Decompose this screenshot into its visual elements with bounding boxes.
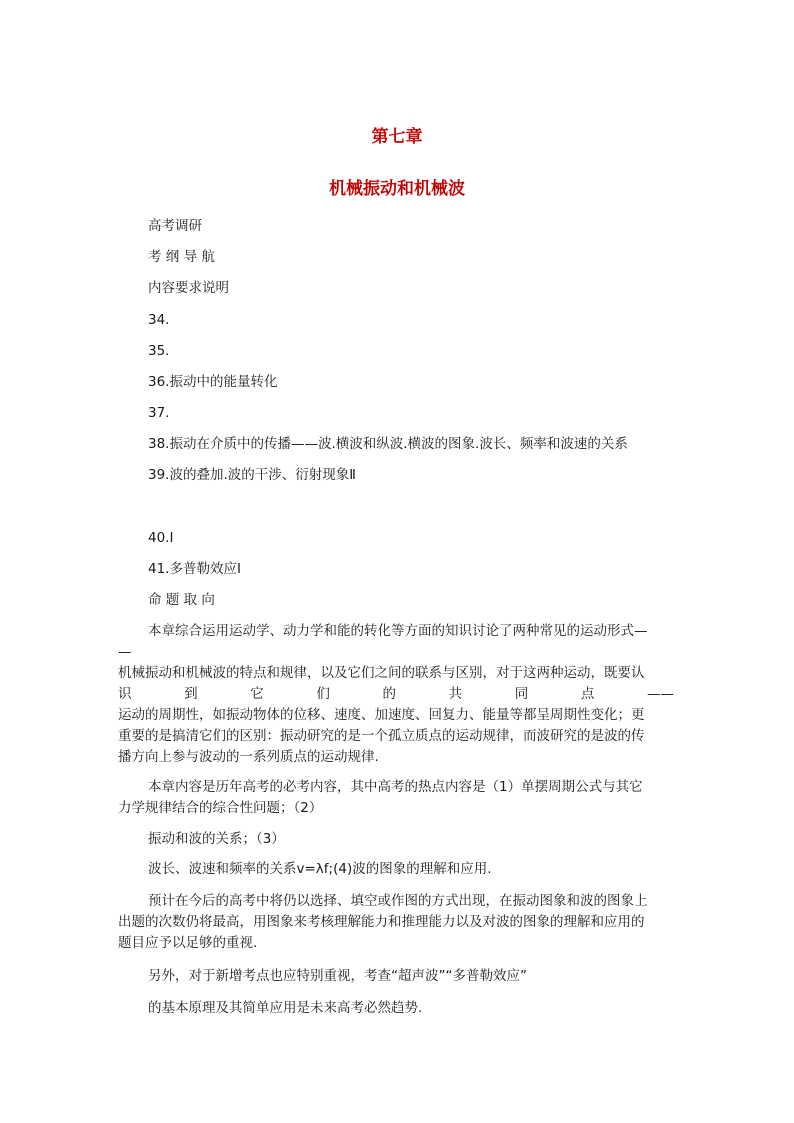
item-38: 38.振动在介质中的传播——波.横波和纵波.横波的图象.波长、频率和波速的关系	[148, 436, 628, 452]
item-34: 34.	[148, 312, 170, 328]
chapter-heading: 第七章	[371, 127, 423, 147]
content-requirement-header: 内容要求说明	[148, 280, 229, 296]
word: ——	[647, 686, 674, 702]
line-extra: 另外，对于新增考点也应特别重视，考查“超声波”“多普勒效应”	[148, 968, 527, 984]
item-37: 37.	[148, 405, 170, 421]
paragraph-forecast	[118, 891, 674, 954]
word: 它	[250, 686, 264, 702]
paragraph-line: 力学规律结合的综合性问题；（2）	[118, 800, 323, 816]
paragraph-line: 本章内容是历年高考的必考内容，其中高考的热点内容是（1）单摆周期公式与其它	[148, 779, 643, 795]
line-last: 的基本原理及其简单应用是未来高考必然趋势.	[148, 1000, 423, 1016]
item-40: 40.Ⅰ	[148, 530, 174, 546]
section-label-direction: 命 题 取 向	[148, 592, 215, 608]
paragraph-line: 本章综合运用运动学、动力学和能的转化等方面的知识讨论了两种常见的运动形式—	[148, 623, 648, 639]
item-41: 41.多普勒效应Ⅰ	[148, 561, 241, 577]
section-label-gaokao: 高考调研	[148, 218, 202, 234]
paragraph-line: 播方向上参与波动的一系列质点的运动规律.	[118, 749, 379, 765]
item-35: 35.	[148, 343, 170, 359]
word: 识	[118, 686, 132, 702]
section-label-outline: 考 纲 导 航	[148, 249, 215, 265]
paragraph-line: 预计在今后的高考中将仍以选择、填空或作图的方式出现，在振动图象和波的图象上	[148, 893, 648, 909]
document-title: 机械振动和机械波	[329, 179, 465, 199]
item-39: 39.波的叠加.波的干涉、衍射现象Ⅱ	[148, 467, 356, 483]
line-relation: 振动和波的关系；（3）	[148, 831, 285, 847]
word: 到	[184, 686, 198, 702]
word: 共	[448, 686, 463, 702]
paragraph-line-spread	[118, 684, 674, 705]
paragraph-hotspot	[118, 777, 674, 819]
word: 的	[382, 686, 396, 702]
paragraph-line: 重要的是搞清它们的区别：振动研究的是一个孤立质点的运动规律，而波研究的是波的传	[118, 728, 645, 744]
word: 同	[514, 686, 529, 702]
paragraph-line: 运动的周期性，如振动物体的位移、速度、加速度、回复力、能量等都呈周期性变化；更	[118, 707, 645, 723]
word: 点	[580, 686, 595, 702]
word: 们	[316, 686, 330, 702]
item-36: 36.振动中的能量转化	[148, 374, 278, 390]
paragraph-line: 题目应予以足够的重视.	[118, 935, 258, 951]
paragraph-line: 机械振动和机械波的特点和规律，以及它们之间的联系与区别，对于这两种运动，既要认	[118, 665, 645, 681]
paragraph-intro	[118, 621, 674, 768]
paragraph-line: 出题的次数仍将最高，用图象来考核理解能力和推理能力以及对波的图象的理解和应用的	[118, 914, 645, 930]
line-wave-formula: 波长、波速和频率的关系v=λf;(4)波的图象的理解和应用.	[148, 861, 492, 877]
paragraph-line: —	[118, 644, 132, 660]
